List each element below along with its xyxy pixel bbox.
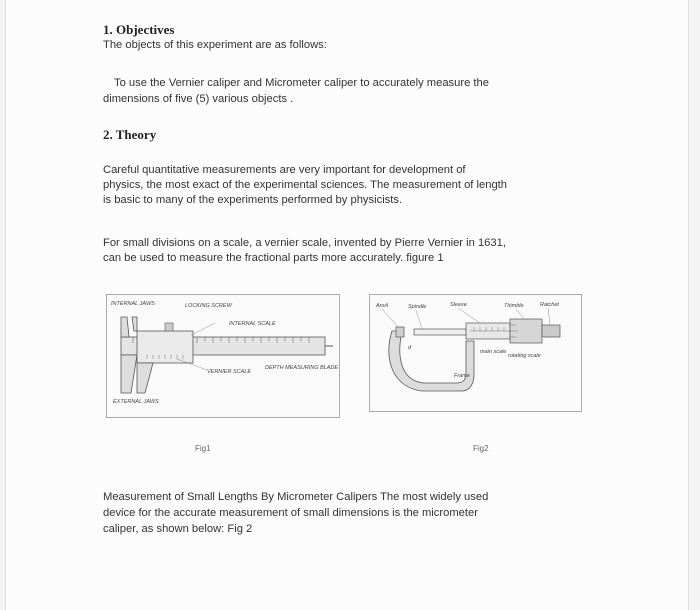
label-depth-blade: DEPTH MEASURING BLADE	[265, 365, 339, 371]
theory-p2-line2: can be used to measure the fractional parts more accurately. figure 1	[103, 252, 444, 264]
label-internal-jaws: INTERNAL JAWS	[111, 301, 155, 307]
micrometer-line1: Measurement of Small Lengths By Micrometer Calipers The most widely used	[103, 491, 489, 503]
micrometer-line2: device for the accurate measurement of small dimensions is the micrometer	[103, 507, 478, 519]
label-anvil: Anvil	[376, 303, 388, 309]
objectives-intro: The objects of this experiment are as follows:	[103, 39, 327, 51]
document-page	[5, 0, 689, 610]
theory-p1-line3: is basic to many of the experiments performed by physicists.	[103, 194, 403, 206]
objectives-heading: 1. Objectives	[103, 22, 175, 37]
objective-item-line2: dimensions of five (5) various objects .	[103, 93, 294, 105]
objective-item-line1: To use the Vernier caliper and Micrometer caliper to accurately measure the	[114, 77, 489, 89]
theory-p1-line1: Careful quantitative measurements are very important for development of	[103, 164, 466, 176]
label-frame: Frame	[454, 373, 470, 379]
micrometer-drawing	[370, 295, 581, 411]
theory-p2-line1: For small divisions on a scale, a vernier scale, invented by Pierre Vernier in 1631,	[103, 237, 506, 249]
label-d: d	[408, 345, 412, 351]
micrometer-line3: caliper, as shown below: Fig 2	[103, 523, 253, 535]
vernier-caliper-drawing	[107, 295, 339, 417]
label-thimble: Thimble	[504, 303, 524, 309]
figure2-caption: Fig2	[473, 444, 489, 453]
label-internal-scale: INTERNAL SCALE	[229, 321, 276, 327]
theory-p1-line2: physics, the most exact of the experimental sciences. The measurement of length	[103, 179, 507, 191]
label-sleeve: Sleeve	[450, 302, 467, 308]
label-vernier-scale: VERNIER SCALE	[207, 369, 252, 375]
label-main-scale: main scale	[480, 349, 507, 355]
label-spindle: Spindle	[408, 304, 427, 310]
label-ratchet: Ratchet	[540, 302, 559, 308]
label-locking-screw: LOCKING SCREW	[185, 303, 232, 309]
figure2-micrometer	[369, 294, 582, 412]
figure1-vernier-caliper	[106, 294, 340, 418]
label-external-jaws: EXTERNAL JAWS	[113, 399, 159, 405]
label-rotating-scale: rotating scale	[508, 353, 541, 359]
figure1-caption: Fig1	[195, 444, 211, 453]
theory-heading: 2. Theory	[103, 127, 157, 142]
